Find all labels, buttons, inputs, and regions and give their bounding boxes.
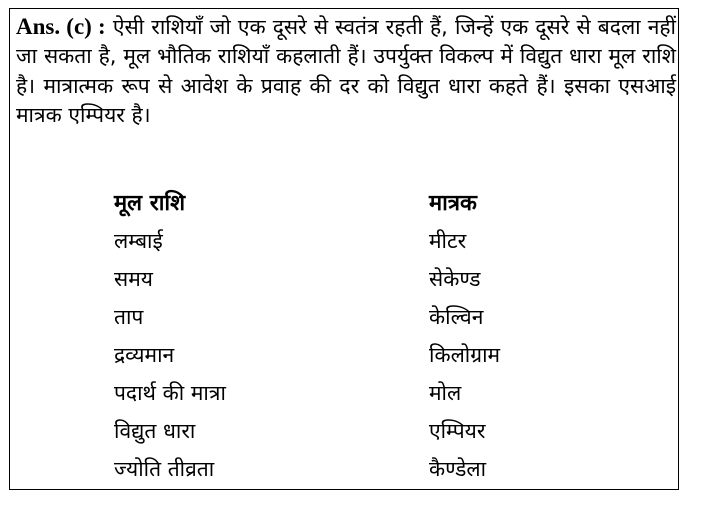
row-unit: मीटर: [429, 229, 467, 253]
row-quantity: ताप: [114, 305, 144, 329]
header-unit: मात्रक: [429, 191, 477, 216]
row-unit: किलोग्राम: [429, 343, 501, 367]
header-quantity: मूल राशि: [114, 191, 186, 216]
answer-text: ऐसी राशियाँ जो एक दूसरे से स्वतंत्र रहती हैं, जिन्हें एक दूसरे से बदला नहीं जा सकता है, मूल भौतिक राशियाँ कहलाती हैं। उपर्युक्त विकल्प में विद्युत धारा मूल राशि है। मात्रात्मक रूप से आवेश के प्रवाह की दर को विद्युत धारा कहते हैं। इसका एसआई मात्रक एम्पियर है।: [16, 15, 676, 127]
row-unit: कैण्डेला: [429, 457, 487, 481]
row-unit: केल्विन: [429, 305, 484, 329]
answer-paragraph: [16, 12, 676, 130]
row-unit: एम्पियर: [429, 419, 486, 443]
row-unit: सेकेण्ड: [429, 267, 481, 291]
row-unit: मोल: [429, 381, 462, 405]
row-quantity: ज्योति तीव्रता: [114, 457, 215, 481]
row-quantity: लम्बाई: [114, 229, 163, 253]
row-quantity: द्रव्यमान: [114, 343, 175, 367]
answer-box: [9, 8, 679, 490]
row-quantity: पदार्थ की मात्रा: [114, 381, 226, 405]
row-quantity: समय: [114, 267, 153, 291]
answer-label: Ans. (c) :: [16, 14, 106, 39]
row-quantity: विद्युत धारा: [114, 419, 196, 443]
